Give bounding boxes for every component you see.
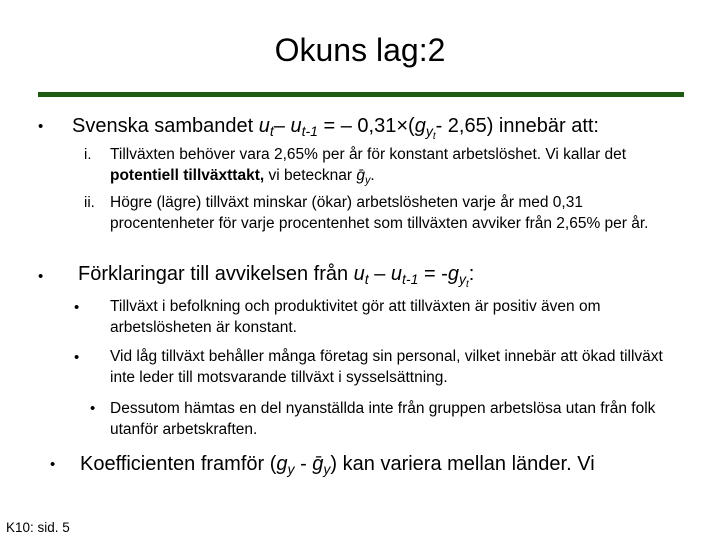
bullet-2-sub-2: Vid låg tillväxt behåller många företag sin personal, vilket innebär att ökad tillväxt inte leder till motsvarande tillväxt i sysselsättning. [110,348,663,386]
bullet-2-sub-3: Dessutom hämtas en del nyanställda inte från gruppen arbetslösa utan från folk utanför arbetskraften. [110,400,656,438]
bullet-3-heading: Koefficienten framför ($g_y$ - ḡ$_y$) kan variera mellan länder. Vi [80,453,595,478]
bullet-marker: • [50,456,56,473]
bullet-2-sub-1: Tillväxt i befolkning och produktivitet gör att tillväxten är positiv även om arbetslösheten är konstant. [110,298,601,336]
list-marker-i: i. [84,146,92,163]
slide-content [0,110,720,478]
slide-title: Okuns lag:2 [274,32,446,68]
bullet-marker: • [38,268,44,285]
bullet-1-heading: Svenska sambandet $u_t-$ $u_{t-1}$ = – $0,31\times(g_{y_t}-$ 2,65) innebär att: [72,115,599,143]
bullet-1-item-ii: Högre (lägre) tillväxt minskar (ökar) arbetslösheten varje år med 0,31 procentenheter för varje procentenhet som tillväxten avviker från 2,65% per år. [110,194,649,232]
list-marker-ii: ii. [84,194,95,211]
title-divider [38,92,684,97]
bullet-marker: • [38,118,44,135]
sub-bullet-marker: • [74,299,80,316]
sub-sub-bullet-marker: • [90,400,96,417]
slide-footer: K10: sid. 5 [6,520,70,535]
sub-bullet-marker: • [74,349,80,366]
bullet-1-item-i: Tillväxten behöver vara 2,65% per år för konstant arbetslöshet. Vi kallar det potentiell tillväxttakt, vi betecknar ḡ$_y$. [110,146,627,187]
bullet-2-heading: Förklaringar till avvikelsen från $u_t - u_{t-1} = -g_{y_t}$: [78,263,475,291]
